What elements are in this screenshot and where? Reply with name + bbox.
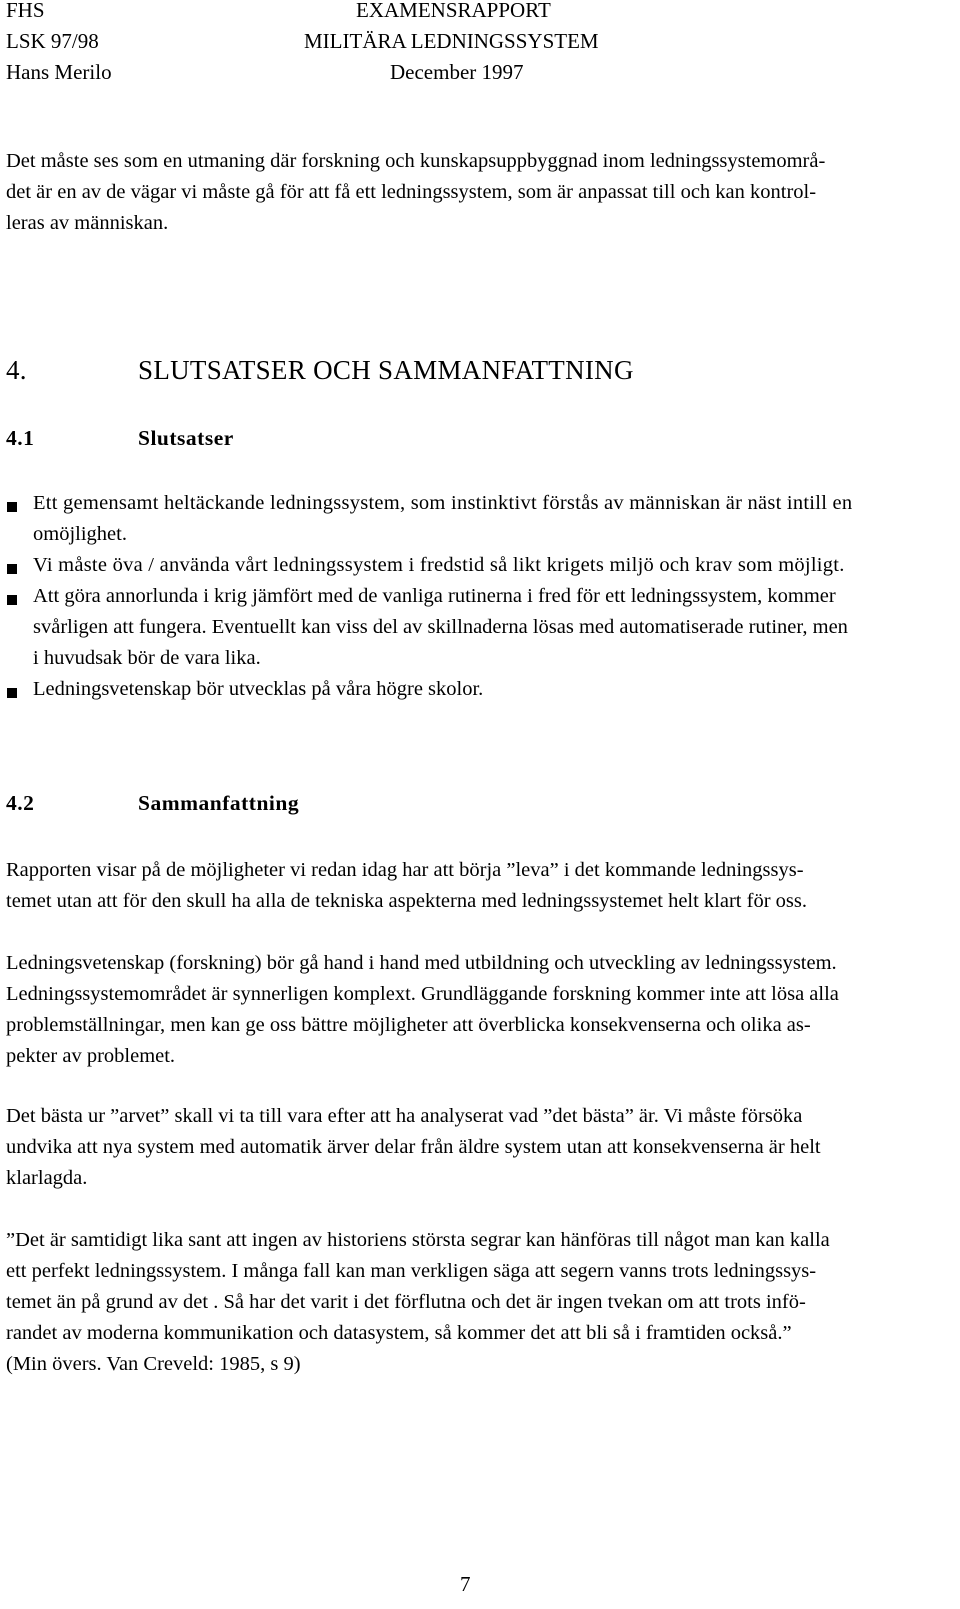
text-line: leras av människan. (6, 212, 169, 234)
section-title: Slutsatser (138, 426, 234, 450)
text-line: temet än på grund av det . Så har det varit i det förflutna och det är ingen tvekan om att trots infö- (6, 1291, 806, 1313)
text-line: i huvudsak bör de vara lika. (33, 647, 261, 669)
text-line: randet av moderna kommunikation och datasystem, så kommer det att bli så i framtiden också.” (6, 1322, 792, 1344)
text-line: Ledningssystemområdet är synnerligen komplext. Grundläggande forskning kommer inte att lösa alla (6, 983, 839, 1005)
text-line: Att göra annorlunda i krig jämfört med de vanliga rutinerna i fred för ett ledningssystem, kommer (33, 585, 836, 607)
text-line: Vi måste öva / använda vårt ledningssystem i fredstid så likt krigets miljö och krav som möjligt. (33, 554, 845, 576)
header-author: Hans Merilo (6, 60, 112, 84)
section-title: SLUTSATSER OCH SAMMANFATTNING (138, 355, 634, 385)
citation: (Min övers. Van Creveld: 1985, s 9) (6, 1353, 301, 1375)
text-line: det är en av de vägar vi måste gå för att få ett ledningssystem, som är anpassat till och kan kontrol- (6, 181, 817, 203)
text-line: undvika att nya system med automatik ärver delar från äldre system utan att konsekvenserna är helt (6, 1136, 821, 1158)
page-number: 7 (460, 1572, 471, 1596)
header-report-title: MILITÄRA LEDNINGSSYSTEM (304, 29, 599, 53)
text-line: Ledningsvetenskap (forskning) bör gå hand i hand med utbildning och utveckling av ledningssystem. (6, 952, 837, 974)
text-line: klarlagda. (6, 1167, 88, 1189)
text-line: temet utan att för den skull ha alla de tekniska aspekterna med ledningssystemet helt klart för oss. (6, 890, 807, 912)
square-bullet-icon (7, 688, 17, 698)
text-line: pekter av problemet. (6, 1045, 176, 1067)
square-bullet-icon (7, 564, 17, 574)
text-line: svårligen att fungera. Eventuellt kan viss del av skillnaderna lösas med automatiserade rutiner, men (33, 616, 848, 638)
text-line: problemställningar, men kan ge oss bättre möjligheter att överblicka konsekvenserna och olika as- (6, 1014, 811, 1036)
text-line: Ledningsvetenskap bör utvecklas på våra högre skolor. (33, 678, 484, 700)
section-number: 4.1 (6, 426, 35, 450)
text-line: ett perfekt ledningssystem. I många fall kan man verkligen säga att segern vanns trots ledningssys- (6, 1260, 817, 1282)
square-bullet-icon (7, 502, 17, 512)
section-number: 4.2 (6, 791, 35, 815)
header-date: December 1997 (390, 60, 524, 84)
header-report-type: EXAMENSRAPPORT (356, 0, 551, 22)
text-line: Det bästa ur ”arvet” skall vi ta till vara efter att ha analyserat vad ”det bästa” är. Vi måste försöka (6, 1105, 803, 1127)
text-line: Ett gemensamt heltäckande ledningssystem, som instinktivt förstås av människan är näst intill en (33, 492, 853, 514)
section-number: 4. (6, 355, 27, 385)
header-course: LSK 97/98 (6, 29, 99, 53)
text-line: Rapporten visar på de möjligheter vi redan idag har att börja ”leva” i det kommande ledningssys- (6, 859, 804, 881)
square-bullet-icon (7, 595, 17, 605)
text-line: Det måste ses som en utmaning där forskning och kunskapsuppbyggnad inom ledningssystemområ- (6, 150, 826, 172)
section-title: Sammanfattning (138, 791, 300, 815)
text-line: omöjlighet. (33, 523, 127, 545)
text-line: ”Det är samtidigt lika sant att ingen av historiens största segrar kan hänföras till något man kan kalla (6, 1229, 830, 1251)
header-institution: FHS (6, 0, 45, 22)
